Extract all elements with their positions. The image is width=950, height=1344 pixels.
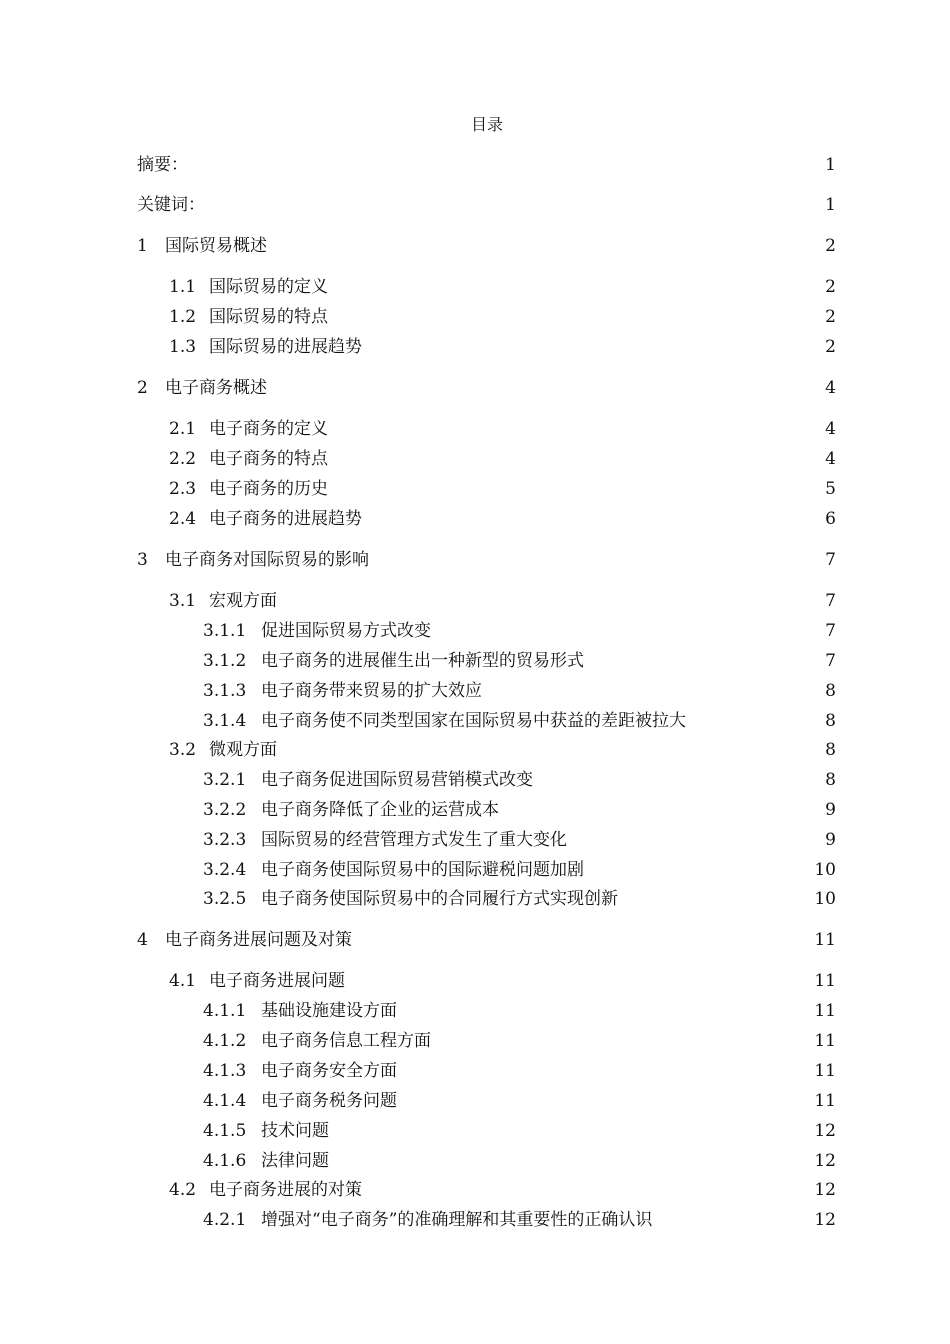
- toc-entry-text: 宏观方面: [209, 591, 277, 611]
- toc-entry-number: 2.4: [169, 509, 197, 529]
- toc-entry-text: 国际贸易的经营管理方式发生了重大变化: [261, 830, 567, 850]
- toc-entry-text: 电子商务使不同类型国家在国际贸易中获益的差距被拉大: [261, 711, 686, 731]
- toc-entry-page-number: 4: [825, 449, 836, 469]
- toc-entry-number: 3.1.3: [203, 681, 247, 701]
- toc-entry: [0, 373, 950, 403]
- toc-entry-page-number: 4: [825, 419, 836, 439]
- toc-entry-page-number: 7: [825, 550, 836, 570]
- toc-entry-text: 电子商务进展的对策: [209, 1180, 362, 1200]
- toc-entry-text: 摘要：: [137, 155, 188, 175]
- toc-entry: [0, 1146, 950, 1176]
- toc-entry-number: 1.1: [169, 277, 197, 297]
- toc-entry-number: 4.1.4: [203, 1091, 247, 1111]
- toc-entry-page-number: 11: [814, 930, 836, 950]
- toc-entry-number: 3.1.1: [203, 621, 247, 641]
- toc-entry-page-number: 10: [814, 889, 836, 909]
- toc-entry-number: 4: [137, 930, 148, 950]
- toc-entry-page-number: 8: [825, 681, 836, 701]
- toc-entry: [0, 735, 950, 765]
- toc-entry-page-number: 9: [825, 800, 836, 820]
- toc-entry-text: 关键词：: [137, 195, 205, 215]
- toc-entry: [0, 925, 950, 955]
- toc-entry: [0, 190, 950, 220]
- toc-entry-text: 电子商务带来贸易的扩大效应: [261, 681, 482, 701]
- toc-entry-page-number: 2: [825, 307, 836, 327]
- toc-entry-text: 国际贸易的定义: [209, 277, 328, 297]
- toc-entry: [0, 444, 950, 474]
- toc-entry: [0, 1086, 950, 1116]
- toc-entry-number: 3.2.1: [203, 770, 247, 790]
- toc-entry-page-number: 11: [814, 1091, 836, 1111]
- toc-entry-text: 电子商务安全方面: [261, 1061, 397, 1081]
- toc-entry-number: 4.1.5: [203, 1121, 247, 1141]
- toc-entry: [0, 504, 950, 534]
- toc-entry-text: 电子商务对国际贸易的影响: [165, 550, 369, 570]
- toc-entry-number: 3.2.3: [203, 830, 247, 850]
- toc-entry-page-number: 1: [825, 195, 836, 215]
- toc-entry-number: 3.1: [169, 591, 197, 611]
- toc-entry-number: 4.1: [169, 971, 197, 991]
- toc-entry-page-number: 1: [825, 155, 836, 175]
- toc-entry: [0, 1116, 950, 1146]
- toc-entry-number: 3: [137, 550, 148, 570]
- toc-entry: [0, 545, 950, 575]
- toc-entry-page-number: 12: [814, 1121, 836, 1141]
- toc-entry-page-number: 2: [825, 337, 836, 357]
- toc-entry-number: 4.1.2: [203, 1031, 247, 1051]
- toc-entry-text: 国际贸易概述: [165, 236, 267, 256]
- toc-entry-text: 电子商务进展问题及对策: [165, 930, 352, 950]
- toc-entry-page-number: 7: [825, 651, 836, 671]
- toc-entry-page-number: 8: [825, 711, 836, 731]
- toc-entry-text: 国际贸易的进展趋势: [209, 337, 362, 357]
- toc-entry-text: 国际贸易的特点: [209, 307, 328, 327]
- toc-entry-text: 法律问题: [261, 1151, 329, 1171]
- toc-entry-page-number: 11: [814, 971, 836, 991]
- toc-entry-number: 1.2: [169, 307, 197, 327]
- toc-entry-number: 1: [137, 236, 148, 256]
- toc-entry: [0, 765, 950, 795]
- toc-entry: [0, 676, 950, 706]
- toc-entry-page-number: 8: [825, 770, 836, 790]
- toc-entry-text: 电子商务进展问题: [209, 971, 345, 991]
- toc-entry-text: 电子商务使国际贸易中的国际避税问题加剧: [261, 860, 584, 880]
- toc-entry-page-number: 11: [814, 1031, 836, 1051]
- toc-entry-page-number: 7: [825, 591, 836, 611]
- toc-entry-number: 4.1.1: [203, 1001, 247, 1021]
- toc-entry-text: 微观方面: [209, 740, 277, 760]
- toc-entry-text: 技术问题: [261, 1121, 329, 1141]
- toc-entry: [0, 646, 950, 676]
- toc-entry-number: 3.1.4: [203, 711, 247, 731]
- toc-entry: [0, 150, 950, 180]
- toc-entry-page-number: 2: [825, 236, 836, 256]
- toc-entry: [0, 884, 950, 914]
- toc-entry: [0, 996, 950, 1026]
- toc-entry: [0, 474, 950, 504]
- toc-entry: [0, 272, 950, 302]
- toc-entry-text: 电子商务的进展趋势: [209, 509, 362, 529]
- toc-entry-text: 电子商务的定义: [209, 419, 328, 439]
- toc-entry: [0, 1205, 950, 1235]
- toc-entry-number: 3.2.5: [203, 889, 247, 909]
- toc-entry: [0, 966, 950, 996]
- toc-entry: [0, 825, 950, 855]
- toc-entry-text: 电子商务的进展催生出一种新型的贸易形式: [261, 651, 584, 671]
- toc-entry: [0, 1026, 950, 1056]
- toc-entry-page-number: 11: [814, 1001, 836, 1021]
- toc-entry-page-number: 7: [825, 621, 836, 641]
- toc-entry-text: 促进国际贸易方式改变: [261, 621, 431, 641]
- toc-entry: [0, 586, 950, 616]
- toc-entry-page-number: 12: [814, 1180, 836, 1200]
- toc-entry: [0, 706, 950, 736]
- toc-entry-text: 基础设施建设方面: [261, 1001, 397, 1021]
- toc-entry: [0, 1175, 950, 1205]
- toc-entry-text: 电子商务税务问题: [261, 1091, 397, 1111]
- toc-entry-page-number: 9: [825, 830, 836, 850]
- toc-entry: [0, 332, 950, 362]
- toc-entry: [0, 795, 950, 825]
- toc-entry-page-number: 2: [825, 277, 836, 297]
- toc-entry-number: 3.2.2: [203, 800, 247, 820]
- toc-entry-number: 1.3: [169, 337, 197, 357]
- toc-entry-text: 电子商务降低了企业的运营成本: [261, 800, 499, 820]
- toc-entry-number: 2.2: [169, 449, 197, 469]
- toc-title: 目录: [470, 115, 503, 134]
- toc-entry-text: 电子商务促进国际贸易营销模式改变: [261, 770, 533, 790]
- toc-entry-number: 3.2.4: [203, 860, 247, 880]
- toc-entry-text: 增强对“电子商务”的准确理解和其重要性的正确认识: [261, 1210, 653, 1230]
- toc-entry: [0, 231, 950, 261]
- toc-entry-text: 电子商务概述: [165, 378, 267, 398]
- toc-entry-text: 电子商务的特点: [209, 449, 328, 469]
- toc-entry-text: 电子商务信息工程方面: [261, 1031, 431, 1051]
- toc-entry-page-number: 12: [814, 1151, 836, 1171]
- toc-entry: [0, 302, 950, 332]
- toc-entry: [0, 616, 950, 646]
- toc-entry-page-number: 11: [814, 1061, 836, 1081]
- toc-entry-number: 2: [137, 378, 148, 398]
- toc-entry-number: 3.1.2: [203, 651, 247, 671]
- toc-entry-number: 2.3: [169, 479, 197, 499]
- toc-entry-page-number: 4: [825, 378, 836, 398]
- toc-entry-number: 4.2.1: [203, 1210, 247, 1230]
- toc-entry-number: 4.2: [169, 1180, 197, 1200]
- toc-entry-page-number: 8: [825, 740, 836, 760]
- toc-entry: [0, 414, 950, 444]
- toc-entry-number: 4.1.3: [203, 1061, 247, 1081]
- toc-entry-page-number: 6: [825, 509, 836, 529]
- toc-entry: [0, 855, 950, 885]
- toc-entry-text: 电子商务的历史: [209, 479, 328, 499]
- toc-entry-number: 4.1.6: [203, 1151, 247, 1171]
- toc-entry-page-number: 10: [814, 860, 836, 880]
- toc-entry: [0, 1056, 950, 1086]
- toc-entry-page-number: 5: [825, 479, 836, 499]
- toc-entry-number: 2.1: [169, 419, 197, 439]
- toc-entry-page-number: 12: [814, 1210, 836, 1230]
- toc-entry-number: 3.2: [169, 740, 197, 760]
- toc-entry-text: 电子商务使国际贸易中的合同履行方式实现创新: [261, 889, 618, 909]
